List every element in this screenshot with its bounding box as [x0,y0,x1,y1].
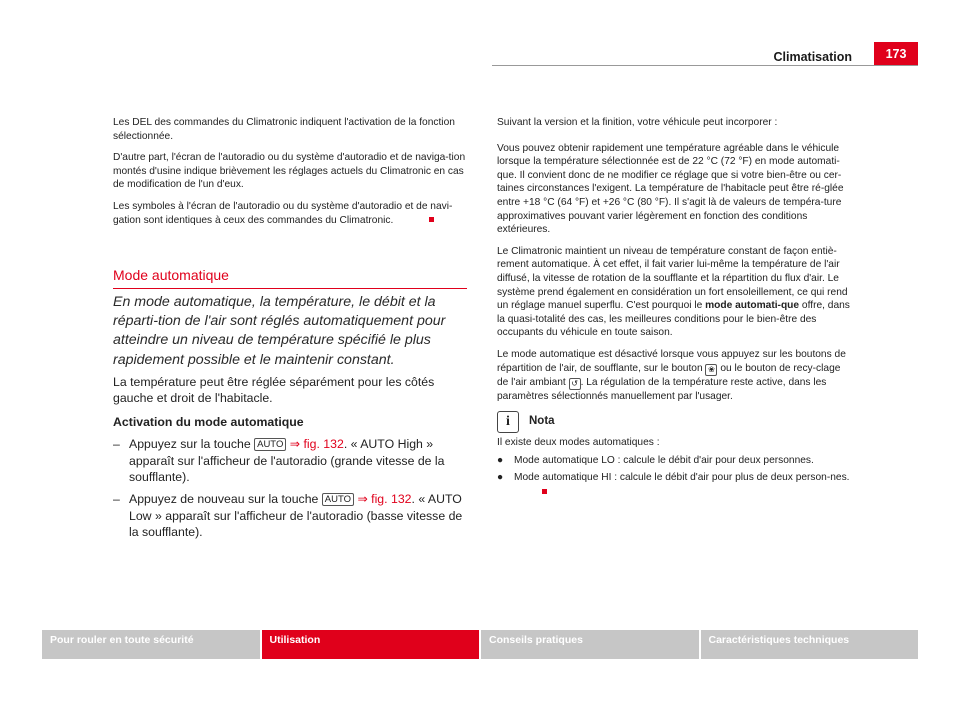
recirculation-icon: ↺ [569,378,581,390]
paragraph [497,245,853,340]
left-column-intro [113,116,467,235]
paragraph [113,200,467,227]
right-column [497,116,853,498]
footer-tab-usage[interactable]: Utilisation [262,630,480,659]
footer-tab-safety[interactable]: Pour rouler en toute sécurité [42,630,260,659]
auto-key-icon: AUTO [322,493,354,506]
footer-tab-technical-specs[interactable]: Caractéristiques techniques [701,630,919,659]
end-mark-icon [542,489,547,494]
left-column-body [113,374,467,541]
step-text-start: Appuyez sur la touche [129,437,251,452]
chapter-title: Climatisation [773,50,852,64]
bullet-text-body: Mode automatique HI : calcule le débit d'air pour plus de deux person-nes. [514,472,850,484]
section-title: Mode automatique [113,267,467,289]
paragraph: D'autre part, l'écran de l'autoradio ou du système d'autoradio et de naviga-tion montés d'usine indique brièvement les réglages actuels du Climatronic en cas de modification de l'un d'eux. [113,152,466,191]
step-text-start: Appuyez de nouveau sur la touche [129,492,319,507]
paragraph: Suivant la version et la finition, votre véhicule peut incorporer : [497,117,778,128]
list-item [497,454,853,468]
paragraph-text: Le mode automatique est désactivé lorsque vous appuyez sur les boutons de répartition de l'air, de soufflante, sur le bouton [497,348,846,374]
note-header [497,411,853,433]
footer-tab-practical-tips[interactable]: Conseils pratiques [481,630,699,659]
bullet-marker: ● [497,472,504,484]
page-number: 173 [874,42,918,66]
note-intro: Il existe deux modes automatiques : [497,437,660,449]
subheading: Activation du mode automatique [113,414,304,429]
section-lead: En mode automatique, la température, le débit et la réparti-tion de l'air sont réglés automatiquement pour atteindre un niveau de température spécifié le plus rapidement possible et le maintenir constant. [113,294,446,368]
bullet-marker: ● [497,454,504,466]
figure-link[interactable]: ⇒ fig. 132 [289,437,344,452]
paragraph-text: . La régulation de la température reste active, dans les paramètres sélectionnés manuellement par l'usager. [497,376,827,402]
paragraph-text: ou le bouton de recy-clage de l'air ambiant [497,362,841,388]
paragraph-text: Le Climatronic maintient un niveau de température constant de façon entiè-rement automatique. À cet effet, il fait varier lui-même la température de l'air diffusé, la vitesse de rotation de la soufflante et la répartition du flux d'air. Le système prend également en considération un fort ensoleillement, ce qui rend un réglage manuel superflu. C'est pourquoi le [497,245,848,312]
footer-nav [42,630,918,659]
end-mark-icon [429,217,434,222]
step-text-end: . « AUTO High » apparaît sur l'afficheur de l'autoradio (grande vitesse de la soufflante). [129,437,445,485]
figure-link[interactable]: ⇒ fig. 132 [357,492,412,507]
step-text-end: . « AUTO Low » apparaît sur l'afficheur de l'autoradio (basse vitesse de la soufflante). [129,492,463,540]
bullet-text: Mode automatique LO : calcule le débit d'air pour deux personnes. [514,454,814,466]
paragraph [497,348,853,403]
paragraph: Vous pouvez obtenir rapidement une température agréable dans le véhicule lorsque la température sélectionnée est de 22 °C (72 °F) en mode automati-que. Il convient donc de ne modifier ce réglage que si votre bien-être ou cer-taines circonstances l'exigent. La température de l'habitacle peut être ré-glée entre +18 °C (64 °F) et +26 °C (80 °F). Il s'agit là de valeurs de tempéra-ture approximatives pouvant varier légèrement en fonction des conditions extérieures. [497,142,844,236]
header-rule [492,65,918,66]
emphasis-text: mode automati-que [705,300,800,312]
bullet-text [514,471,853,498]
paragraph-text: offre, dans la quasi-totalité des cas, les meilleures conditions pour le bien-être des occupants du véhicule en toute saison. [497,300,850,339]
note-title: Nota [529,415,555,428]
list-item [113,436,467,485]
paragraph-text: Les symboles à l'écran de l'autoradio ou du système d'autoradio et de navi-gation sont identiques à ceux des commandes du Climatronic. [113,200,453,226]
step-text [129,491,467,540]
auto-key-icon: AUTO [254,438,286,451]
list-item [113,491,467,540]
dash-marker: – [113,437,120,452]
defrost-button-icon: ❀ [705,364,717,376]
paragraph: Les DEL des commandes du Climatronic indiquent l'activation de la fonction sélectionnée. [113,117,455,142]
paragraph: La température peut être réglée séparément pour les côtés gauche et droit de l'habitacle. [113,375,435,406]
step-text [129,436,467,485]
dash-marker: – [113,492,120,507]
list-item [497,471,853,498]
info-icon: i [497,411,519,433]
